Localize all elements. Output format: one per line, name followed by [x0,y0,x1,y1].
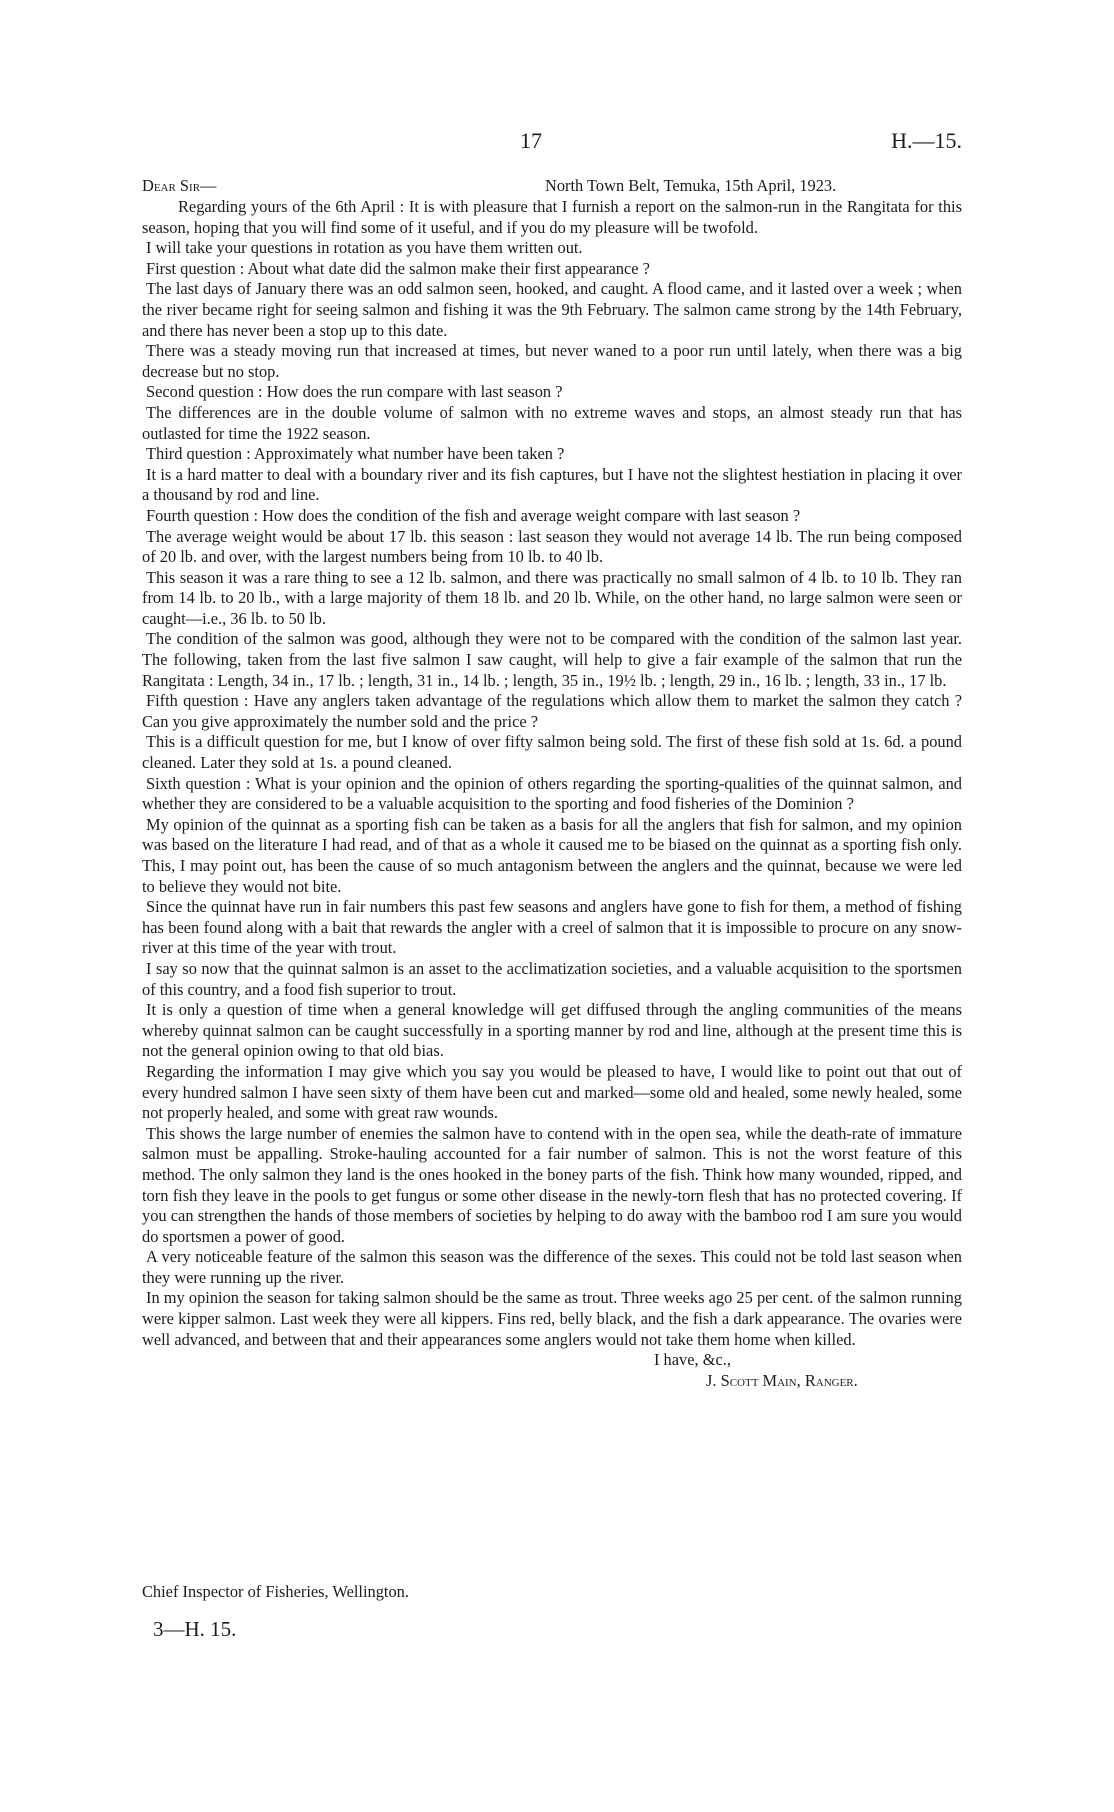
paragraph: It is only a question of time when a general knowledge will get diffused through the angling communities of the means whereby quinnat salmon can be caught successfully in a sporting manner by rod and line, although at the present time this is not the general opinion owing to that old bias. [142,1000,962,1061]
addressee: Chief Inspector of Fisheries, Wellington. [142,1582,409,1601]
letter-body [142,176,962,1392]
paragraph: The condition of the salmon was good, although they were not to be compared with the condition of the salmon last year. The following, taken from the last five salmon I saw caught, will help to give a fair example of the salmon that run the Rangitata : Length, 34 in., 17 lb. ; length, 31 in., 14 lb. ; length, 35 in., 19½ lb. ; length, 29 in., 16 lb. ; length, 33 in., 17 lb. [142,629,962,690]
paragraph: In my opinion the season for taking salmon should be the same as trout. Three weeks ago 25 per cent. of the salmon running were kipper salmon. Last week they were all kippers. Fins red, belly black, and the fish a dark appearance. The ovaries were well advanced, and between that and their appearances some anglers would not take them home when killed. [142,1288,962,1349]
paragraph: The average weight would be about 17 lb. this season : last season they would not average 14 lb. The run being composed of 20 lb. and over, with the largest numbers being from 10 lb. to 40 lb. [142,526,962,567]
paragraph: This shows the large number of enemies the salmon have to contend with in the open sea, while the death-rate of immature salmon must be appalling. Stroke-hauling accounted for a fair number of salmon. This is not the worst feature of this method. The only salmon they land is the ones hooked in the boney parts of the fish. Think how many wounded, ripped, and torn fish they leave in the pools to get fungus or some other disease in the newly-torn flesh that has no protected covering. If you can strengthen the hands of those members of societies by helping to do away with the bamboo rod I am sure you would do sportsmen a power of good. [142,1123,962,1246]
paragraph: It is a hard matter to deal with a boundary river and its fish captures, but I have not the slightest hestiation in placing it over a thousand by rod and line. [142,464,962,505]
paragraph: A very noticeable feature of the salmon this season was the difference of the sexes. This could not be told last season when they were running up the river. [142,1247,962,1287]
signature: J. Scott Main, Ranger. [706,1371,858,1391]
paragraph: Fourth question : How does the condition of the fish and average weight compare with last season ? [146,505,801,525]
paragraph: First question : About what date did the salmon make their first appearance ? [146,258,650,278]
paragraph: The differences are in the double volume of salmon with no extreme waves and stops, an almost steady run that has outlasted for time the 1922 season. [142,402,962,443]
page-number: 17 [520,128,542,153]
address-date: North Town Belt, Temuka, 15th April, 1923. [545,176,837,195]
closing-line: I have, &c., [654,1350,731,1370]
paragraph: There was a steady moving run that increased at times, but never waned to a poor run until lately, when there was a big decrease but no stop. [142,341,962,381]
paragraph: Regarding the information I may give which you say you would be pleased to have, I would like to point out that out of every hundred salmon I have seen sixty of them have been cut and marked—some old and healed, some newly healed, some not properly healed, and some with great raw wounds. [142,1061,962,1123]
paragraph: The last days of January there was an odd salmon seen, hooked, and caught. A flood came, and it lasted over a week ; when the river became right for seeing salmon and fishing it was the 9th February. The salmon came strong by the 14th February, and there has never been a stop up to this date. [142,279,962,340]
paragraph: I say so now that the quinnat salmon is an asset to the acclimatization societies, and a valuable acquisition to the sportsmen of this country, and a food fish superior to trout. [142,958,962,999]
page-header [0,128,1114,158]
paragraph: Second question : How does the run compare with last season ? [146,382,563,402]
letter-closing [142,1350,962,1392]
paragraph: This is a difficult question for me, but I know of over fifty salmon being sold. The first of these fish sold at 1s. 6d. a pound cleaned. Later they sold at 1s. a pound cleaned. [142,732,962,773]
paragraph: This season it was a rare thing to see a 12 lb. salmon, and there was practically no small salmon of 4 lb. to 10 lb. They ran from 14 lb. to 20 lb., with a large majority of them 18 lb. and 20 lb. While, on the other hand, no large salmon were seen or caught—i.e., 36 lb. to 50 lb. [142,567,962,628]
paragraph: My opinion of the quinnat as a sporting fish can be taken as a basis for all the anglers that fish for salmon, and my opinion was based on the literature I had read, and of that as a whole it caused me to be biased on the quinnat as a sporting fish only. This, I may point out, has been the cause of so much antagonism between the anglers and the quinnat, because we were led to believe they would not bite. [142,814,962,896]
paragraph: Since the quinnat have run in fair numbers this past few seasons and anglers have gone to fish for them, a method of fishing has been found along with a bait that rewards the angler with a creel of salmon that it is impossible to procure on any snow-river at this time of the year with trout. [142,897,962,958]
paragraph: Third question : Approximately what number have been taken ? [146,444,565,464]
paragraph: I will take your questions in rotation as you have them written out. [146,238,583,258]
paragraph: Sixth question : What is your opinion and the opinion of others regarding the sporting-qualities of the quinnat salmon, and whether they are considered to be a valuable acquisition to the sporting and food fisheries of the Dominion ? [142,773,962,814]
sheet-mark: 3—H. 15. [153,1617,237,1641]
paragraph: Regarding yours of the 6th April : It is with pleasure that I furnish a report on the salmon-run in the Rangitata for this season, hoping that you will find some of it useful, and if you do my pleasure will be twofold. [142,197,962,237]
salutation: Dear Sir— [142,176,217,195]
paragraph: Fifth question : Have any anglers taken advantage of the regulations which allow them to market the salmon they catch ? Can you give approximately the number sold and the price ? [142,691,962,731]
document-reference: H.—15. [891,128,962,153]
salutation-row [142,176,962,197]
